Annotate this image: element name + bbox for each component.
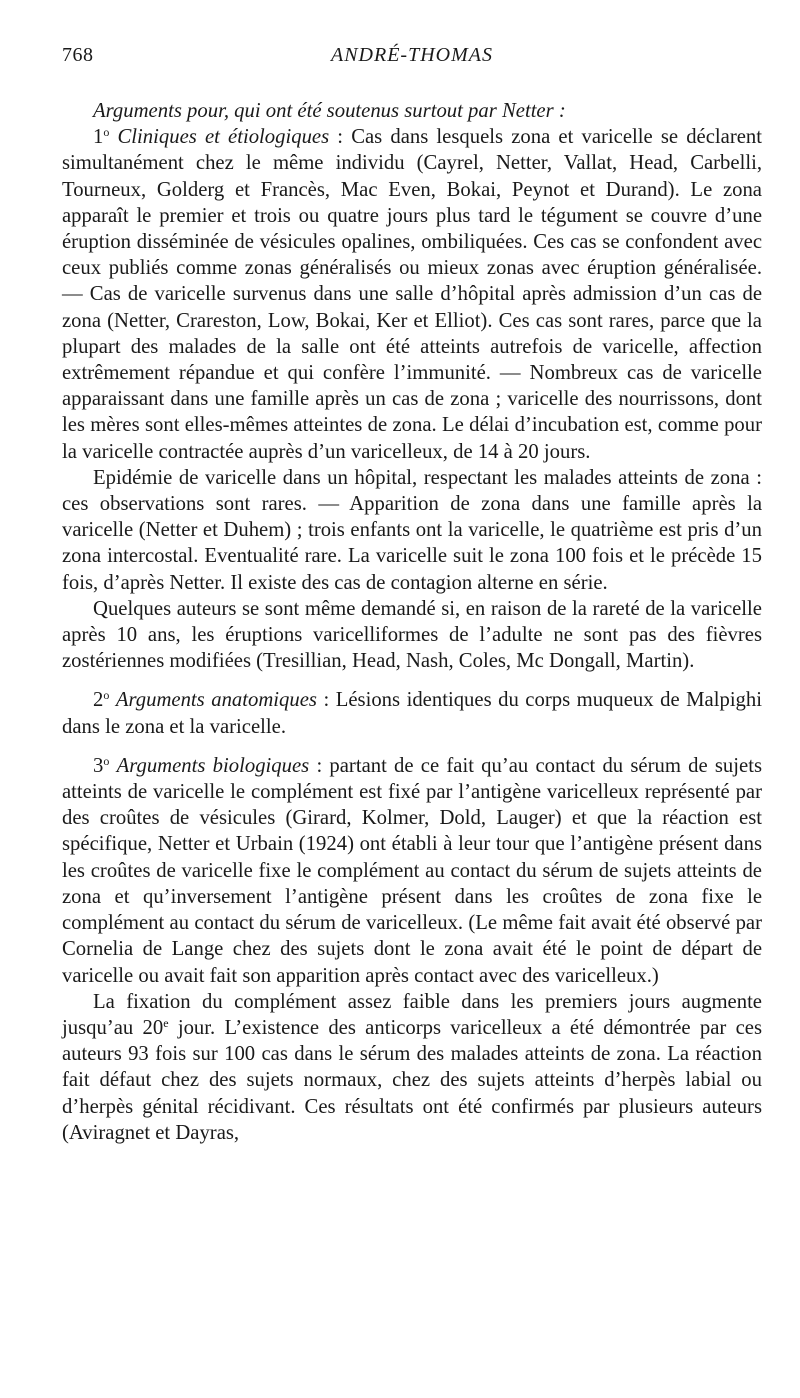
paragraph-text: jour. L’existence des anticorps varicelleux a été démontrée par ces auteurs 93 fois sur 100 cas dans le sérum des malades atteints de zona. La réaction fait défaut chez des sujets normaux, chez des sujets atteints d’herpès labial ou d’herpès génital récidivant. Ces résultats ont été confirmés par plusieurs auteurs (Aviragnet et Dayras, [62,1016,763,1144]
ordinal-mark: o [103,125,110,140]
section-number: 2 [93,689,104,712]
ordinal-mark: e [163,1015,169,1030]
section-title: Cliniques et étiologiques [117,126,330,149]
paragraph-text: La fixation du complément assez faible dans les premiers jours augmente jusqu’au 20 [62,990,762,1039]
paragraph-text: : Lésions identiques du corps muqueux de Malpighi dans le zona et la varicelle. [62,689,762,738]
paragraph-biological-arguments [62,753,762,989]
section-number: 3 [93,754,104,777]
paragraph-text: : Cas dans lesquels zona et varicelle se déclarent simultanément chez le même individu (Cayrel, Netter, Vallat, Head, Carbelli, Tourneux, Golderg et Francès, Mac Even, Bokai, Peynot et Durand). Le zona apparaît le premier et trois ou quatre jours plus tard le tégument se couvre d’une éruption disséminée de vésicules opalines, ombiliquées. Ces cas se confondent avec ceux publiés comme zonas généralisés ou mieux zonas avec éruption généralisée. — Cas de varicelle survenus dans une salle d’hôpital après admission d’un cas de zona (Netter, Crareston, Low, Bokai, Ker et Elliot). Ces cas sont rares, parce que la plupart des malades de la salle ont été atteints autrefois de varicelle, affection extrêmement répandue et qui confère l’immunité. — Nombreux cas de varicelle apparaissant dans une famille après un cas de zona ; varicelle des nourrissons, dont les mères sont elles-mêmes atteintes de zona. Le délai d’incubation est, comme pour la varicelle contractée auprès d’un varicelleux, de 14 à 20 jours. [62,126,763,463]
page-header [62,44,762,78]
section-number: 1 [93,126,104,149]
ordinal-mark: o [103,688,110,703]
page-number: 768 [62,44,94,66]
ordinal-mark: o [103,753,110,768]
section-title: Arguments anatomiques [115,689,317,712]
paragraph-anatomical-arguments [62,687,762,739]
running-title: ANDRÉ-THOMAS [331,44,493,66]
book-page [62,44,762,1146]
paragraph-text: : partant de ce fait qu’au contact du sérum de sujets atteints de varicelle le complément est fixé par l’antigène varicelleux représenté par des croûtes de vésicules (Girard, Kolmer, Dold, Lauger) et que la réaction est spécifique, Netter et Urbain (1924) ont établi à leur tour que l’antigène présent dans les croûtes de varicelle fixe le complément au contact du sérum de sujets atteints de zona et qu’inversement l’antigène présent dans les croûtes de zona fixe le complément au contact du sérum de varicelleux. (Le même fait avait été observé par Cornelia de Lange chez des sujets dont le zona avait été le point de départ de varicelle ou avait fait son apparition après contact avec des varicelleux.) [62,754,763,987]
paragraph-varicella-adult: Quelques auteurs se sont même demandé si, en raison de la rareté de la varicelle après 10 ans, les éruptions varicelliformes de l’adulte ne sont pas des fièvres zostériennes modifiées (Tresillian, Head, Nash, Coles, Mc Dongall, Martin). [62,597,762,673]
intro-line: Arguments pour, qui ont été soutenus surtout par Netter : [93,100,566,122]
paragraph-clinical-arguments [62,124,762,465]
section-title: Arguments biologiques [116,754,310,777]
paragraph-epidemic: Epidémie de varicelle dans un hôpital, respectant les malades atteints de zona : ces observations sont rares. — Apparition de zona dans une famille après la varicelle (Netter et Duhem) ; trois enfants ont la varicelle, le quatrième est pris d’un zona intercostal. Eventualité rare. La varicelle suit le zona 100 fois et le précède 15 fois, d’après Netter. Il existe des cas de contagion alterne en série. [62,466,762,594]
paragraph-complement-fixation [62,989,762,1146]
